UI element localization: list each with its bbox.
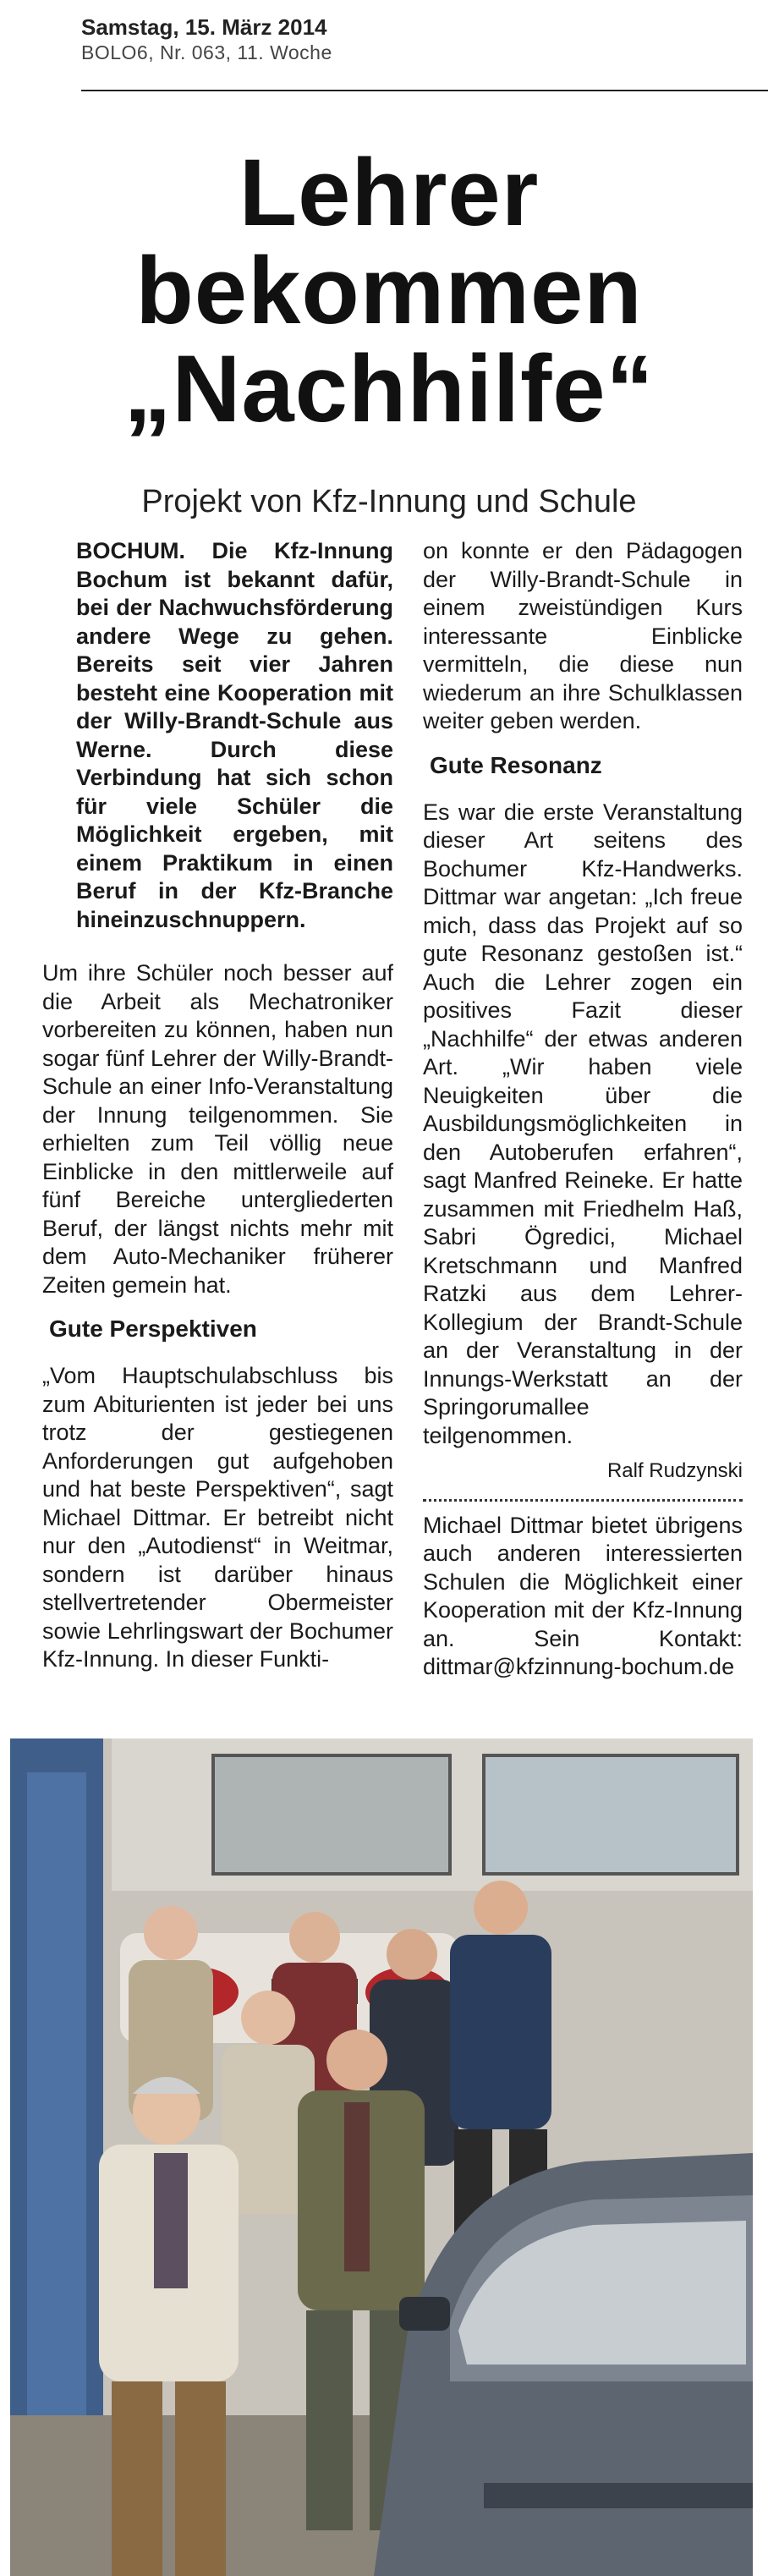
article-column-left	[42, 537, 393, 1681]
masthead-rule	[81, 90, 768, 91]
masthead	[81, 14, 768, 95]
subhead-resonanz: Gute Resonanz	[430, 751, 602, 778]
workshop-photo-illustration	[10, 1738, 753, 2576]
body-paragraph-1: Um ihre Schüler noch besser auf die Arbeit als Mechatroniker vorbereiten zu können, haben nun sogar fünf Lehrer der Willy-Brandt-Schule an einer Info-Veranstaltung der Innung teilgenommen. Sie erhielten zum Teil völlig neue Einblicke in den mittlerweile auf fünf Bereiche untergliederten Beruf, der längst nichts mehr mit dem Auto-Mechaniker früherer Zeiten gemein hat.	[42, 960, 393, 1298]
headline-line-1: Lehrer	[239, 140, 540, 245]
issue-date: Samstag, 15. März 2014	[81, 14, 327, 40]
subhead-perspektiven: Gute Perspektiven	[49, 1315, 257, 1342]
lead-paragraph: BOCHUM. Die Kfz-Innung Bochum ist bekannt dafür, bei der Nachwuchsförderung andere Wege zu gehen. Bereits seit vier Jahren besteht eine Kooperation mit der Willy-Brandt-Schule aus Werne. Durch diese Verbindung hat sich schon für viele Schüler die Möglichkeit ergeben, mit einem Praktikum in einen Beruf in der Kfz-Branche hineinzuschnuppern.	[76, 538, 393, 932]
issue-number: BOLO6, Nr. 063, 11. Woche	[81, 41, 332, 63]
body-paragraph-3: on konnte er den Pädagogen der Willy-Brandt-Schule in einem zweistündigen Kurs interessante Einblicke vermitteln, die diese nun wiederum an ihre Schulklassen weiter geben werden.	[423, 538, 743, 733]
author-byline: Ralf Rudzynski	[606, 1459, 743, 1482]
subheadline: Projekt von Kfz-Innung und Schule	[141, 484, 637, 519]
dotted-divider	[423, 1499, 743, 1502]
headline-line-2: bekommen	[135, 238, 643, 343]
headline	[51, 140, 727, 442]
article-column-right	[423, 537, 743, 1689]
body-paragraph-4: Es war die erste Veranstaltung dieser Art seitens des Bochumer Kfz-Handwerks. Dittmar war angetan: „Ich freue mich, dass das Projekt auf so gute Resonanz gestoßen ist.“ Auch die Lehrer zogen ein positives Fazit dieser „Nachhilfe“ der etwas anderen Art. „Wir haben viele Neuigkeiten über die Ausbildungsmöglichkeiten in den Autoberufen erfahren“, sagt Manfred Reineke. Er hatte zusammen mit Friedhelm Haß, Sabri Ögredici, Michael Kretschmann und Manfred Ratzki aus dem Lehrer-Kollegium der Brandt-Schule an der Veranstaltung in der Innungs-Werkstatt an der Springorumallee teilgenommen.	[423, 799, 743, 1448]
body-paragraph-2: „Vom Hauptschulabschluss bis zum Abiturienten ist jeder bei uns trotz der gestiegenen Anforderungen gut aufgehoben und hat beste Perspektiven“, sagt Michael Dittmar. Er betreibt nicht nur den „Autodienst“ in Weitmar, sondern ist darüber hinaus stellvertretender Obermeister sowie Lehrlingswart der Bochumer Kfz-Innung. In dieser Funkti-	[42, 1363, 393, 1672]
headline-line-3: „Nachhilfe“	[123, 336, 655, 442]
article-photo	[10, 1738, 753, 2576]
contact-note: Michael Dittmar bietet übrigens auch anderen interessierten Schulen die Möglichkeit einer Kooperation mit der Kfz-Innung an. Sein Kontakt: dittmar@kfzinnung-bochum.de	[423, 1512, 743, 1679]
